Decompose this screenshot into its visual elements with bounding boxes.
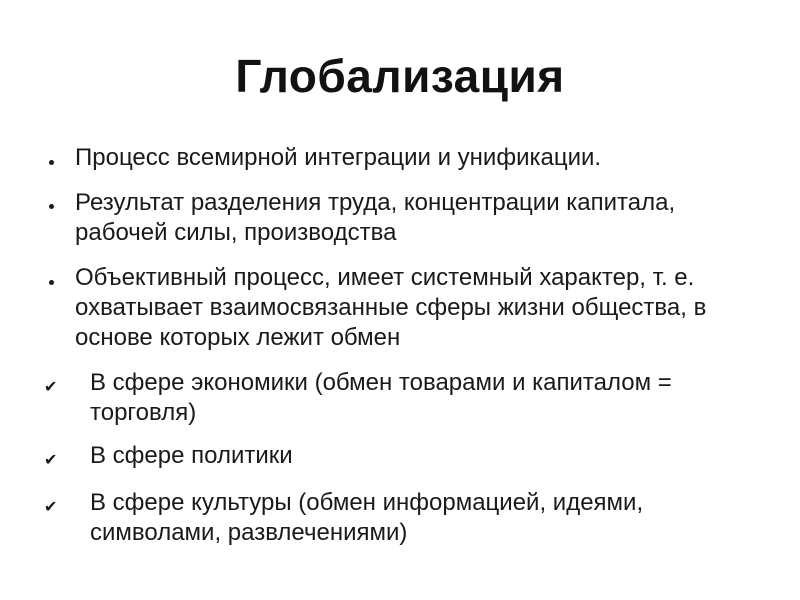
sub-list-item — [90, 488, 770, 548]
checkmark-icon: ✔ — [44, 377, 58, 396]
bullet-dot-icon — [49, 160, 54, 165]
sub-list-item-text: В сфере экономики (обмен товарами и капиталом = торговля) — [90, 369, 672, 426]
bullet-dot-icon — [49, 204, 54, 209]
checkmark-icon: ✔ — [44, 497, 58, 516]
list-item-text: Объективный процесс, имеет системный характер, т. е. охватывает взаимосвязанные сферы жизни общества, в основе которых лежит обмен — [75, 264, 707, 351]
sub-list-item-text: В сфере политики — [90, 442, 293, 469]
list-item-text: Результат разделения труда, концентрации капитала, рабочей силы, производства — [75, 189, 676, 246]
list-item — [75, 143, 765, 173]
sub-list-item — [90, 368, 770, 428]
list-item-text: Процесс всемирной интеграции и унификации. — [75, 144, 602, 171]
sub-list-item — [90, 441, 770, 471]
list-item — [75, 188, 765, 248]
bullet-dot-icon — [49, 280, 54, 285]
list-item — [75, 263, 765, 353]
checkmark-icon: ✔ — [44, 450, 58, 469]
sub-list-item-text: В сфере культуры (обмен информацией, идеями, символами, развлечениями) — [90, 489, 644, 546]
slide-title: Глобализация — [235, 50, 565, 102]
